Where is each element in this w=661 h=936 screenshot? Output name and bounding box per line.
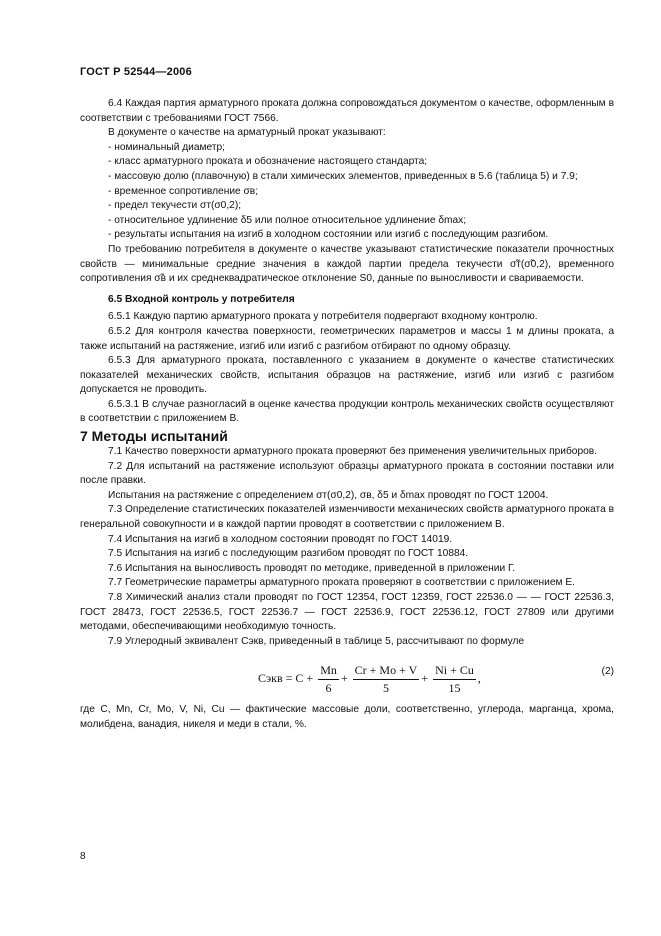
- formula-number: (2): [601, 666, 614, 678]
- list-item: - результаты испытания на изгиб в холодном состоянии или изгиб с последующим разгибом.: [108, 229, 549, 241]
- fraction-cr-mo-v: [353, 663, 420, 695]
- formula-tail: ,: [477, 671, 481, 686]
- paragraph: По требованию потребителя в документе о качестве указывают статистические показатели прочностных свойств — минимальные средние значения в каждой партии предела текучести σ̃т(σ̃0,2), временного сопротивления σ̃в и их среднеквадратическое отклонение S0, данные по выносливости и свариваемости.: [80, 243, 614, 285]
- paragraph: 7.6 Испытания на выносливость проводят по методике, приведенной в приложении Г.: [108, 562, 516, 574]
- formula-2: [80, 655, 614, 703]
- paragraph: 6.5.2 Для контроля качества поверхности, геометрических параметров и массы 1 м длины проката, а также испытаний на растяжение, изгиб или изгиб с разгибом отбирают по одному образцу.: [80, 325, 614, 352]
- paragraph: Испытания на растяжение с определением σт(σ0,2), σв, δ5 и δmax проводят по ГОСТ 12004.: [108, 489, 549, 501]
- fraction-numerator: Ni + Cu: [433, 663, 476, 680]
- paragraph: 7.8 Химический анализ стали проводят по ГОСТ 12354, ГОСТ 12359, ГОСТ 22536.0 — — ГОСТ 22536.3, ГОСТ 28473, ГОСТ 22536.5, ГОСТ 22536.7 — ГОСТ 22536.9, ГОСТ 22536.12, ГОСТ 27809 или другими методами, обеспечивающими необходимую точность.: [80, 592, 614, 633]
- formula-lhs: Cэкв = C +: [258, 671, 314, 686]
- fraction-mn: [318, 663, 339, 695]
- formula-explanation: где C, Mn, Cr, Mo, V, Ni, Cu — фактические массовые доли, соответственно, углерода, марганца, хрома, молибдена, ванадия, никеля и меди в стали, %.: [80, 704, 614, 730]
- fraction-denominator: 15: [448, 680, 461, 695]
- carbon-equivalent-equation: Cэкв = C + $\frac{Mn}{6}$ + $\frac{Cr + Mo + V}{5}$ + $\frac{Ni + Cu}{15}$ ,: [258, 663, 481, 695]
- document-header: ГОСТ Р 52544—2006: [80, 66, 192, 78]
- fraction-numerator: Cr + Mo + V: [353, 663, 420, 680]
- section-heading-6-5: 6.5 Входной контроль у потребителя: [108, 293, 295, 305]
- paragraph: 6.5.1 Каждую партию арматурного проката у потребителя подвергают входному контролю.: [108, 311, 538, 323]
- page-body: [80, 97, 614, 733]
- list-item: - класс арматурного проката и обозначение настоящего стандарта;: [108, 156, 428, 168]
- paragraph: 7.4 Испытания на изгиб в холодном состоянии проводят по ГОСТ 14019.: [108, 533, 453, 545]
- paragraph: 7.2 Для испытаний на растяжение используют образцы арматурного проката в состоянии поставки или после правки.: [80, 460, 614, 487]
- fraction-denominator: 6: [325, 680, 332, 695]
- paragraph: В документе о качестве на арматурный прокат указывают:: [108, 127, 386, 139]
- fraction-numerator: Mn: [318, 663, 339, 680]
- list-item: - временное сопротивление σв;: [108, 185, 259, 197]
- paragraph: 6.5.3 Для арматурного проката, поставленного с указанием в документе о качестве статистических показателей механических свойств, испытания образцов на растяжение, изгиб или изгиб с разгибом допускается не проводить.: [80, 355, 614, 396]
- paragraph: 7.7 Геометрические параметры арматурного проката проверяют в соответствии с приложением Е.: [108, 577, 575, 589]
- list-item: - массовую долю (плавочную) в стали химических элементов, приведенных в 5.6 (таблица 5) и 7.9;: [108, 170, 578, 182]
- list-item: - относительное удлинение δ5 или полное относительное удлинение δmax;: [108, 214, 467, 226]
- page-number: 8: [80, 851, 86, 862]
- paragraph: 7.5 Испытания на изгиб с последующим разгибом проводят по ГОСТ 10884.: [108, 548, 469, 560]
- paragraph: 6.5.3.1 В случае разногласий в оценке качества продукции контроль механических свойств осуществляют в соответствии с приложением В.: [80, 398, 614, 425]
- list-item: - номинальный диаметр;: [108, 141, 226, 153]
- fraction-denominator: 5: [382, 680, 389, 695]
- list-item: - предел текучести σт(σ0,2);: [108, 200, 242, 212]
- paragraph: 6.4 Каждая партия арматурного проката должна сопровождаться документом о качестве, оформленным в соответствии с требованиями ГОСТ 7566.: [80, 98, 614, 124]
- fraction-ni-cu: [433, 663, 476, 695]
- paragraph: 7.9 Углеродный эквивалент Cэкв, приведенный в таблице 5, рассчитывают по формуле: [108, 635, 525, 647]
- paragraph: 7.3 Определение статистических показателей изменчивости механических свойств арматурного проката в генеральной совокупности и в каждой партии проводят в соответствии с приложением В.: [80, 504, 614, 531]
- paragraph: 7.1 Качество поверхности арматурного проката проверяют без применения увеличительных приборов.: [108, 446, 598, 458]
- section-heading-7: 7 Методы испытаний: [80, 428, 228, 445]
